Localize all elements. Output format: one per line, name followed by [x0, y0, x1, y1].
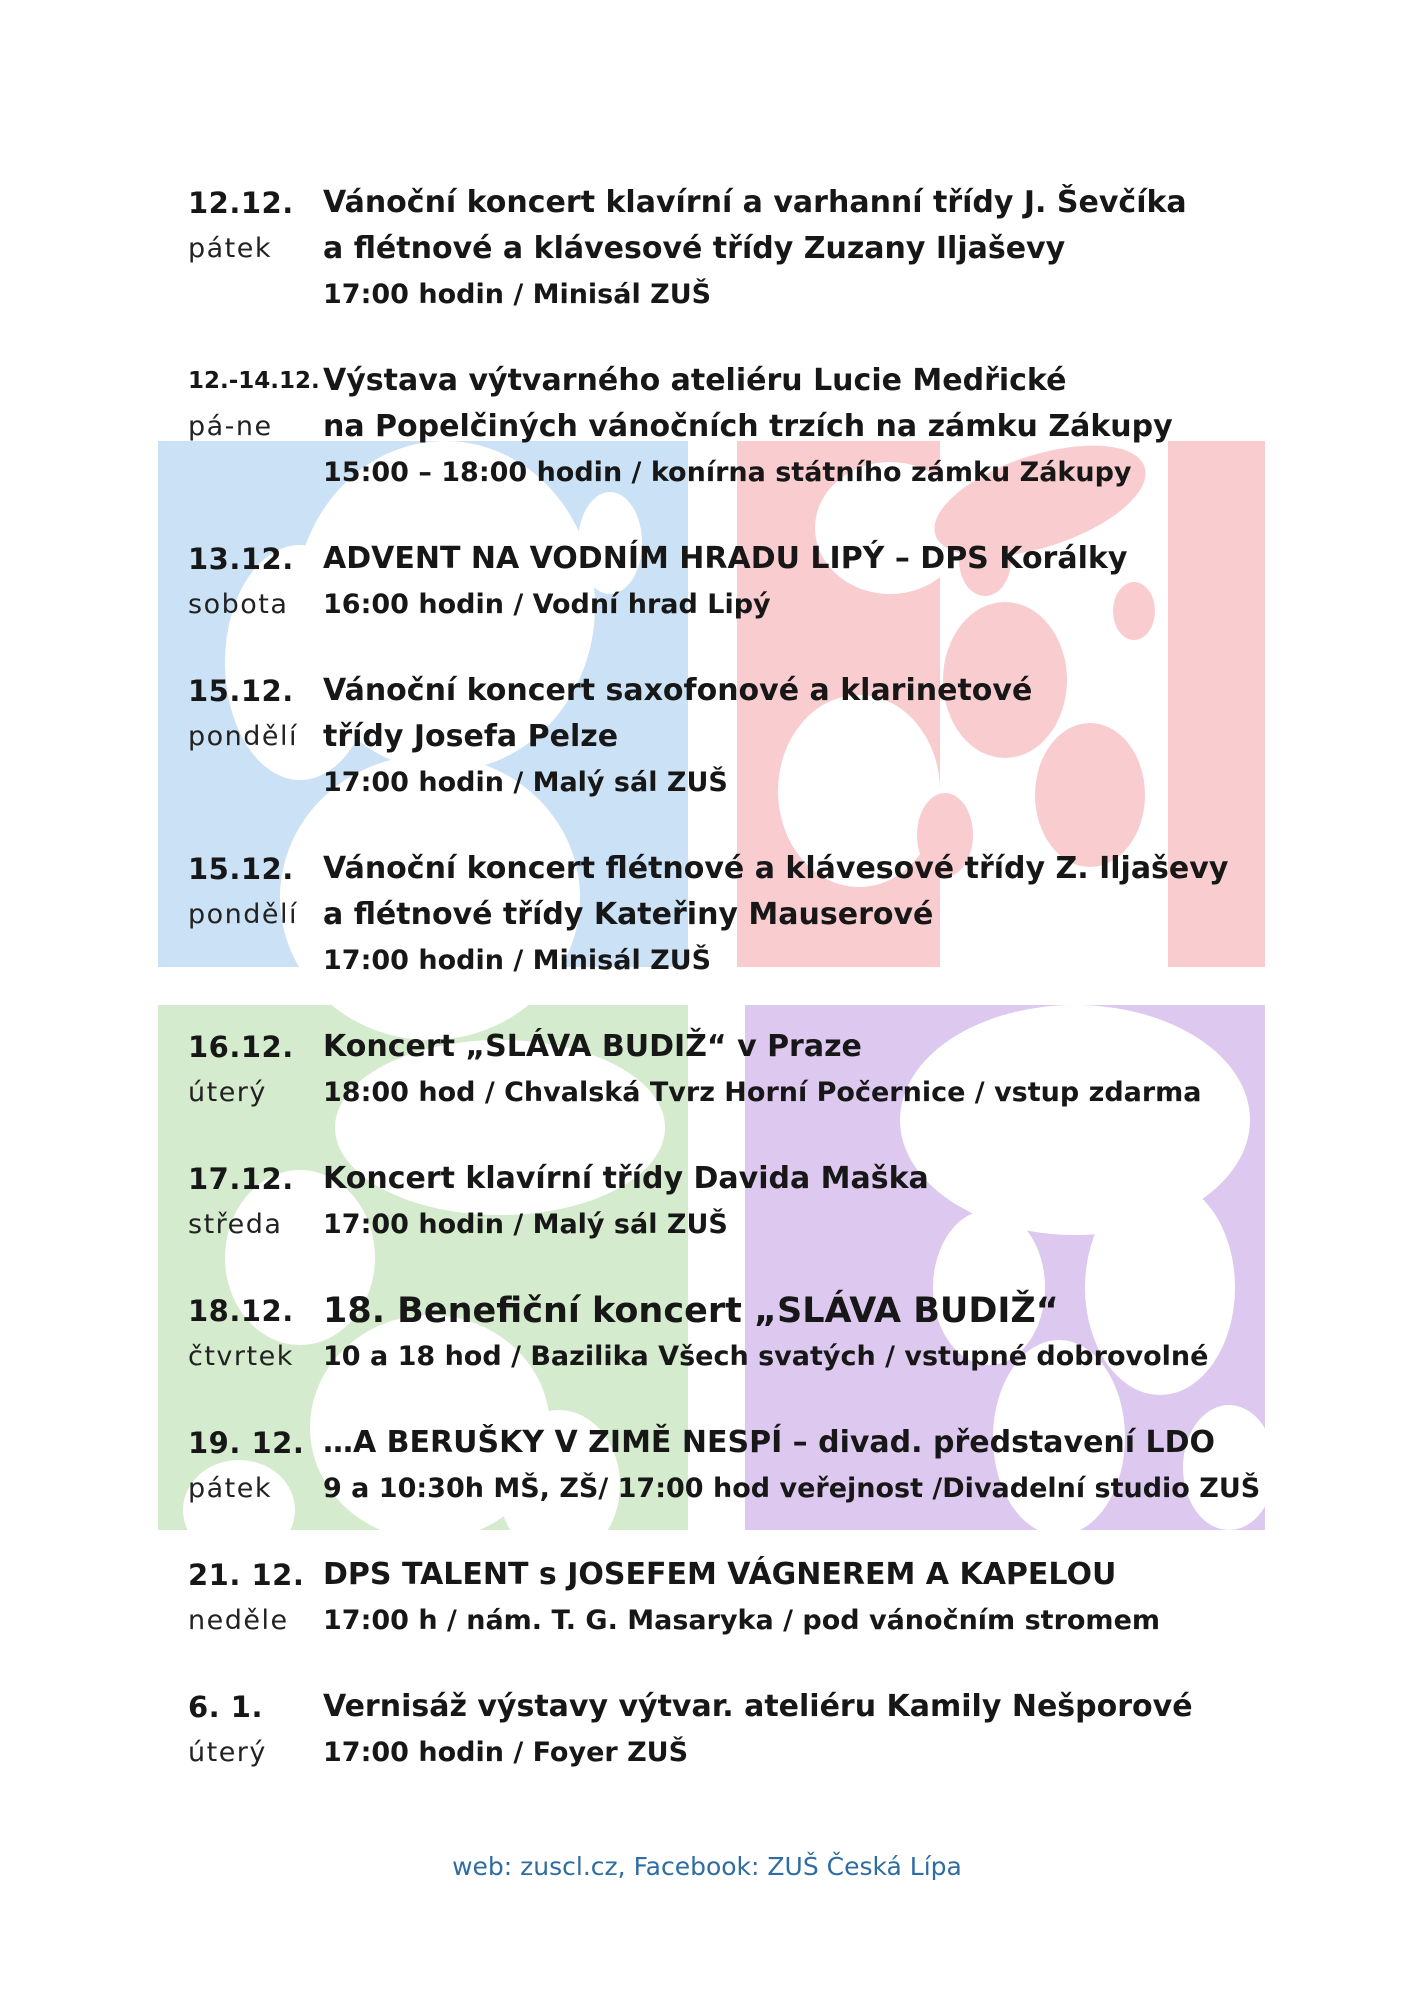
event-body-column	[323, 358, 1278, 496]
event-date-column	[188, 1420, 323, 1512]
event-title-line2: a flétnové třídy Kateřiny Mauserové	[323, 897, 934, 932]
event-day: středa	[188, 1209, 283, 1240]
event-date: 12.12.	[188, 186, 294, 220]
event-row	[188, 358, 1278, 496]
event-body-column	[323, 1288, 1278, 1380]
event-body-column	[323, 1552, 1278, 1644]
event-body-column	[323, 846, 1278, 984]
event-day: pá-ne	[188, 411, 273, 442]
event-row	[188, 536, 1278, 628]
event-day: pondělí	[188, 721, 299, 752]
event-row	[188, 1288, 1278, 1380]
event-date: 6. 1.	[188, 1690, 263, 1724]
event-body-column	[323, 1156, 1278, 1248]
event-date-column	[188, 1024, 323, 1116]
event-date: 17.12.	[188, 1162, 294, 1196]
event-list	[188, 180, 1278, 1816]
event-detail: 15:00 – 18:00 hodin / konírna státního zámku Zákupy	[323, 457, 1132, 488]
event-date-column	[188, 1552, 323, 1644]
event-date: 21. 12.	[188, 1558, 305, 1592]
event-row	[188, 180, 1278, 318]
event-detail: 17:00 hodin / Foyer ZUŠ	[323, 1737, 689, 1768]
event-detail: 17:00 hodin / Malý sál ZUŠ	[323, 767, 728, 798]
event-day: pátek	[188, 233, 273, 264]
event-body-column	[323, 180, 1278, 318]
event-row	[188, 1156, 1278, 1248]
event-body-column	[323, 1684, 1278, 1776]
event-row	[188, 846, 1278, 984]
event-date: 15.12.	[188, 852, 294, 886]
event-date: 12.-14.12.	[188, 368, 320, 394]
event-date-column	[188, 536, 323, 628]
event-title-line2: třídy Josefa Pelze	[323, 719, 619, 754]
event-row	[188, 1024, 1278, 1116]
event-title: Koncert klavírní třídy Davida Maška	[323, 1161, 929, 1196]
event-title: Vánoční koncert flétnové a klávesové třídy Z. Iljaševy	[323, 851, 1229, 886]
event-date: 18.12.	[188, 1294, 294, 1328]
event-day: pátek	[188, 1473, 273, 1504]
event-detail: 10 a 18 hod / Bazilika Všech svatých / vstupné dobrovolné	[323, 1341, 1209, 1372]
event-row	[188, 1684, 1278, 1776]
event-date: 19. 12.	[188, 1426, 305, 1460]
event-day: neděle	[188, 1605, 289, 1636]
event-day: čtvrtek	[188, 1341, 294, 1372]
event-title: ADVENT NA VODNÍM HRADU LIPÝ – DPS Korálky	[323, 541, 1128, 576]
event-detail: 17:00 hodin / Minisál ZUŠ	[323, 945, 712, 976]
event-date-column	[188, 358, 323, 496]
event-title: Vernisáž výstavy výtvar. ateliéru Kamily Nešporové	[323, 1689, 1193, 1724]
event-date-column	[188, 1288, 323, 1380]
event-detail: 17:00 h / nám. T. G. Masaryka / pod vánočním stromem	[323, 1605, 1161, 1636]
event-body-column	[323, 1420, 1278, 1512]
event-date: 13.12.	[188, 542, 294, 576]
event-date-column	[188, 180, 323, 318]
event-row	[188, 668, 1278, 806]
event-title-line2: na Popelčiných vánočních trzích na zámku Zákupy	[323, 409, 1173, 444]
event-date-column	[188, 846, 323, 984]
event-body-column	[323, 668, 1278, 806]
footer-links-text: web: zuscl.cz, Facebook: ZUŠ Česká Lípa	[452, 1852, 962, 1881]
event-row	[188, 1420, 1278, 1512]
event-date: 15.12.	[188, 674, 294, 708]
event-detail: 18:00 hod / Chvalská Tvrz Horní Počernice / vstup zdarma	[323, 1077, 1202, 1108]
event-title: Výstava výtvarného ateliéru Lucie Medřické	[323, 363, 1067, 398]
event-day: úterý	[188, 1077, 267, 1108]
event-date-column	[188, 668, 323, 806]
event-title-line2: a flétnové a klávesové třídy Zuzany Iljaševy	[323, 231, 1066, 266]
event-day: sobota	[188, 589, 289, 620]
event-title: Koncert „SLÁVA BUDIŽ“ v Praze	[323, 1029, 862, 1064]
event-title: …A BERUŠKY V ZIMĚ NESPÍ – divad. představení LDO	[323, 1425, 1216, 1460]
event-day: úterý	[188, 1737, 267, 1768]
event-body-column	[323, 536, 1278, 628]
event-title: DPS TALENT s JOSEFEM VÁGNEREM A KAPELOU	[323, 1557, 1117, 1592]
event-date: 16.12.	[188, 1030, 294, 1064]
event-day: pondělí	[188, 899, 299, 930]
event-title: Vánoční koncert klavírní a varhanní třídy J. Ševčíka	[323, 185, 1187, 220]
event-detail: 9 a 10:30h MŠ, ZŠ/ 17:00 hod veřejnost /Divadelní studio ZUŠ	[323, 1473, 1261, 1504]
event-title: Vánoční koncert saxofonové a klarinetové	[323, 673, 1033, 708]
event-detail: 17:00 hodin / Minisál ZUŠ	[323, 279, 712, 310]
footer	[0, 1852, 1414, 1881]
event-detail: 17:00 hodin / Malý sál ZUŠ	[323, 1209, 728, 1240]
event-date-column	[188, 1684, 323, 1776]
event-body-column	[323, 1024, 1278, 1116]
event-title: 18. Benefiční koncert „SLÁVA BUDIŽ“	[323, 1291, 1059, 1331]
event-row	[188, 1552, 1278, 1644]
event-detail: 16:00 hodin / Vodní hrad Lipý	[323, 589, 771, 620]
event-date-column	[188, 1156, 323, 1248]
